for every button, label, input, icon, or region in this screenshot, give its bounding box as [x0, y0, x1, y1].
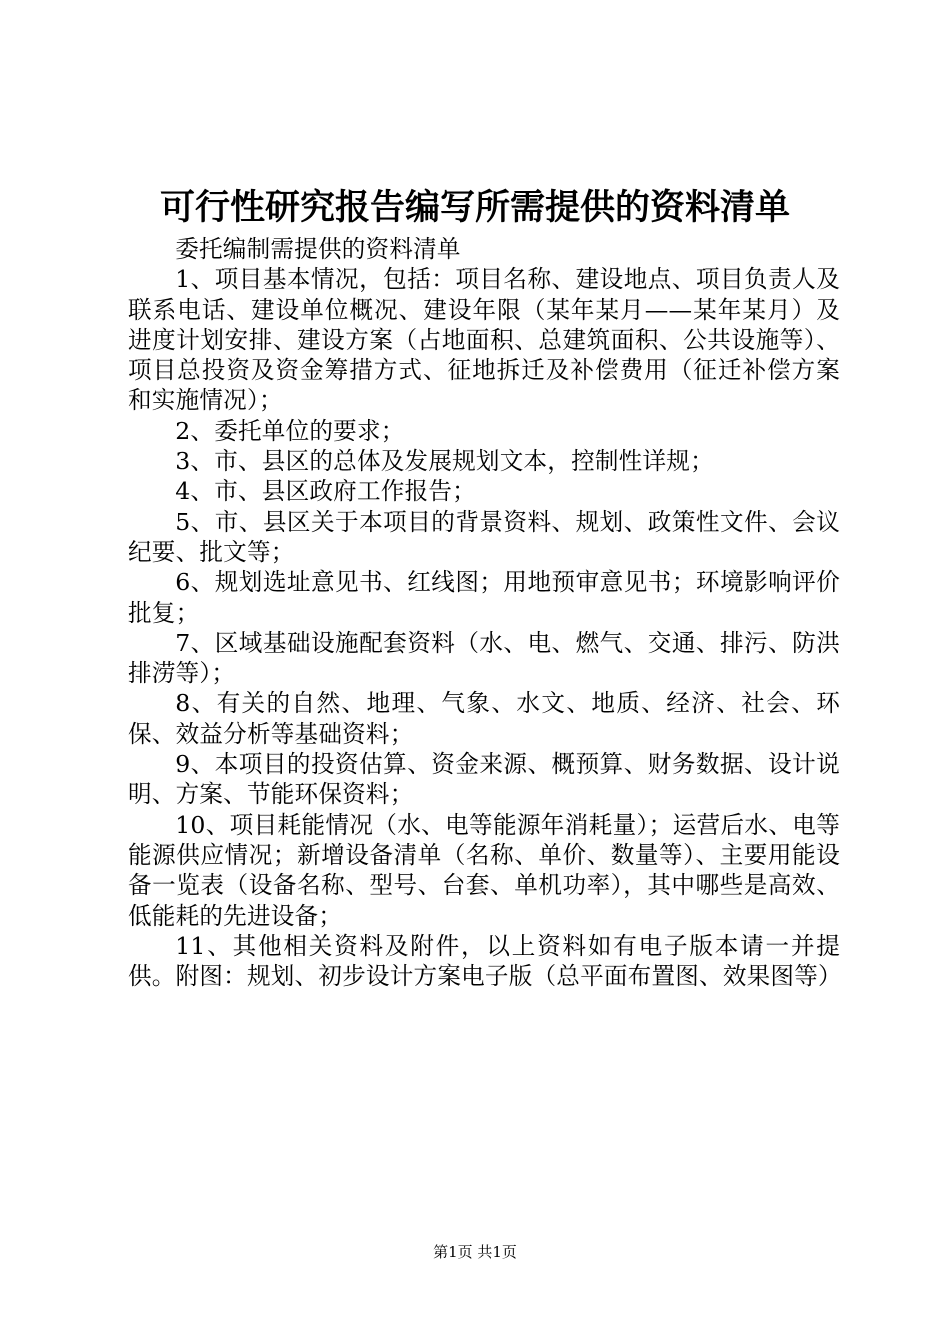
- paragraph-item-10: 10、项目耗能情况（水、电等能源年消耗量）；运营后水、电等能源供应情况；新增设备清单（名称、单价、数量等）、主要用能设备一览表（设备名称、型号、台套、单机功率），其中哪些是高效、低能耗的先进设备；: [128, 810, 840, 930]
- document-body: [128, 234, 840, 991]
- paragraph-item-5: 5、市、县区关于本项目的背景资料、规划、政策性文件、会议纪要、批文等；: [128, 507, 840, 566]
- paragraph-intro: 委托编制需提供的资料清单: [175, 235, 461, 263]
- page-footer: 第1页 共1页: [433, 1243, 517, 1261]
- paragraph-item-1: 1、项目基本情况，包括：项目名称、建设地点、项目负责人及联系电话、建设单位概况、建设年限（某年某月——某年某月）及进度计划安排、建设方案（占地面积、总建筑面积、公共设施等）、项目总投资及资金筹措方式、征地拆迁及补偿费用（征迁补偿方案和实施情况）；: [128, 265, 840, 415]
- paragraph-item-7: 7、区域基础设施配套资料（水、电、燃气、交通、排污、防洪排涝等）；: [128, 628, 840, 688]
- paragraph-item-2: 2、委托单位的要求；: [175, 416, 405, 445]
- paragraph-item-8: 8、有关的自然、地理、气象、水文、地质、经济、社会、环保、效益分析等基础资料；: [128, 689, 840, 748]
- paragraph-item-9: 9、本项目的投资估算、资金来源、概预算、财务数据、设计说明、方案、节能环保资料；: [128, 750, 840, 809]
- paragraph-item-6: 6、规划选址意见书、红线图；用地预审意见书；环境影响评价批复；: [128, 568, 840, 627]
- paragraph-item-11: 11、其他相关资料及附件，以上资料如有电子版本请一并提供。附图：规划、初步设计方案电子版（总平面布置图、效果图等）: [128, 931, 842, 991]
- paragraph-item-3: 3、市、县区的总体及发展规划文本，控制性详规；: [175, 447, 714, 476]
- document-title: 可行性研究报告编写所需提供的资料清单: [159, 188, 790, 228]
- paragraph-item-4: 4、市、县区政府工作报告；: [175, 477, 476, 506]
